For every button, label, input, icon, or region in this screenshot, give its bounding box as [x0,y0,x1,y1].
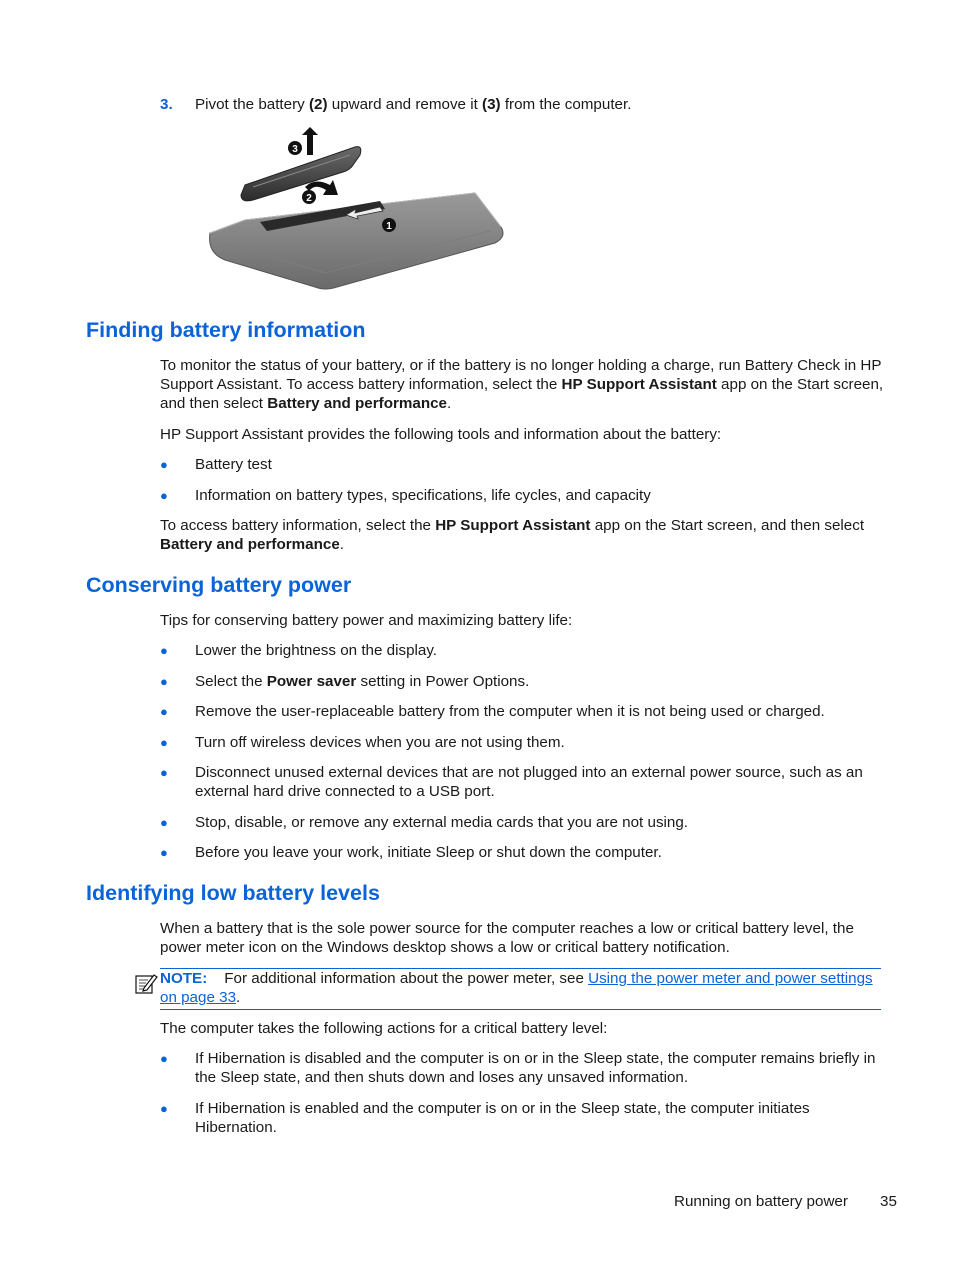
bullet-icon: ● [160,845,168,860]
battery-removal-illustration [205,125,510,295]
bullet-icon: ● [160,735,168,750]
bullet-icon: ● [160,1051,168,1066]
bullet-icon: ● [160,1101,168,1116]
svg-text:1: 1 [386,221,392,232]
note-pencil-icon [134,972,158,996]
identifying-paragraph-1: When a battery that is the sole power source for the computer reaches a low or critical battery level, the power meter icon on the Windows desktop shows a low or critical battery notification. [160,920,854,956]
callout-2 [302,190,316,204]
power-meter-settings-link[interactable]: Using the power meter and power settings on page 33 [160,970,873,1006]
finding-paragraph-1: To monitor the status of your battery, or if the battery is no longer holding a charge, run Battery Check in HP Support Assistant. To access battery information, select the HP Support Assistant app on the Start screen, and then select Battery and performance. [160,357,884,412]
step-number: 3. [160,96,173,113]
callout-3 [288,141,302,155]
footer-chapter-title: Running on battery power [674,1193,848,1210]
identifying-paragraph-2: The computer takes the following actions for a critical battery level: [160,1020,608,1037]
page-number: 35 [880,1193,897,1210]
svg-text:2: 2 [306,193,312,204]
note-label: NOTE: [160,970,208,987]
svg-text:3: 3 [292,144,298,155]
finding-paragraph-3: To access battery information, select the HP Support Assistant app on the Start screen, and then select Battery and performance. [160,517,865,553]
bullet-icon: ● [160,674,168,689]
heading-conserving-battery-power: Conserving battery power [86,573,352,597]
conserving-intro: Tips for conserving battery power and maximizing battery life: [160,612,573,629]
bullet-icon: ● [160,643,168,658]
bullet-icon: ● [160,704,168,719]
finding-paragraph-2: HP Support Assistant provides the following tools and information about the battery: [160,426,722,443]
callout-1 [382,218,396,232]
bullet-icon: ● [160,765,168,780]
bullet-icon: ● [160,457,168,472]
heading-identifying-low-battery-levels: Identifying low battery levels [86,881,380,905]
heading-finding-battery-information: Finding battery information [86,318,366,342]
bullet-icon: ● [160,488,168,503]
note-text: NOTE: For additional information about the power meter, see Using the power meter and power settings on page 33. [160,970,873,1006]
step-3-text: Pivot the battery (2) upward and remove it (3) from the computer. [195,96,632,113]
bullet-icon: ● [160,815,168,830]
